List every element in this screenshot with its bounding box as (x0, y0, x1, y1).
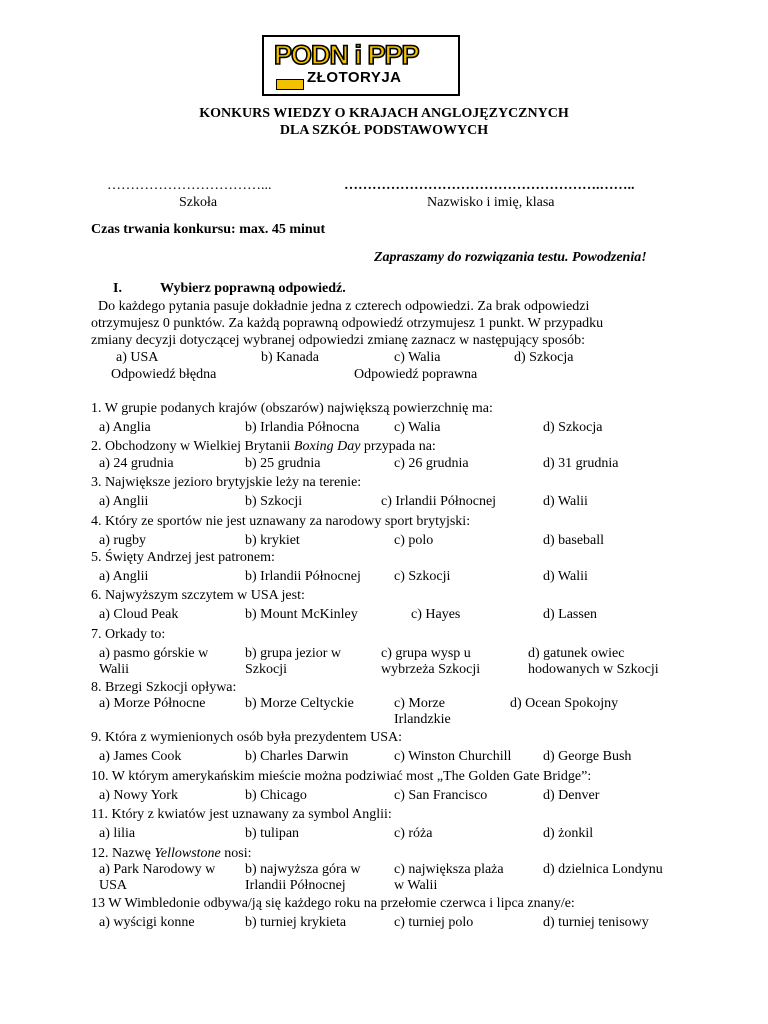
q13-option-a[interactable]: a) wyścigi konne (99, 915, 195, 930)
q10-option-a[interactable]: a) Nowy York (99, 788, 178, 803)
question-5: 5. Święty Andrzej jest patronem: (91, 550, 275, 565)
q7-option-d-line-1[interactable]: d) gatunek owiec (528, 646, 625, 661)
question-3: 3. Największe jezioro brytyjskie leży na terenie: (91, 475, 362, 490)
example-option-a: a) USA (116, 350, 159, 365)
q5-option-d[interactable]: d) Walii (543, 569, 588, 584)
q10-option-d[interactable]: d) Denver (543, 788, 600, 803)
title-line-1: KONKURS WIEDZY O KRAJACH ANGLOJĘZYCZNYCH (199, 106, 569, 121)
q1-option-a[interactable]: a) Anglia (99, 420, 151, 435)
invitation: Zapraszamy do rozwiązania testu. Powodzenia! (374, 250, 647, 265)
question-13: 13 W Wimbledonie odbywa/ją się każdego roku na przełomie czerwca i lipca znany/e: (91, 896, 575, 911)
q5-option-c[interactable]: c) Szkocji (394, 569, 451, 584)
question-1: 1. W grupie podanych krajów (obszarów) największą powierzchnię ma: (91, 401, 493, 416)
q6-option-d[interactable]: d) Lassen (543, 607, 598, 622)
q3-option-b[interactable]: b) Szkocji (245, 494, 303, 509)
q7-option-a-line-1[interactable]: a) pasmo górskie w (99, 646, 209, 661)
name-field: ……………………………………………….…….. (344, 178, 635, 193)
example-option-b: b) Kanada (261, 350, 319, 365)
q4-option-a[interactable]: a) rugby (99, 533, 147, 548)
example-option-d: d) Szkocja (514, 350, 574, 365)
q9-option-d[interactable]: d) George Bush (543, 749, 632, 764)
q7-option-c-line-2[interactable]: wybrzeża Szkocji (381, 662, 481, 677)
q7-option-b-line-1[interactable]: b) grupa jezior w (245, 646, 342, 661)
q12-option-a-line-1[interactable]: a) Park Narodowy w (99, 862, 216, 877)
question-12: 12. Nazwę Yellowstone nosi: (91, 846, 252, 861)
question-9: 9. Która z wymienionych osób była prezydentem USA: (91, 730, 403, 745)
q3-option-a[interactable]: a) Anglii (99, 494, 149, 509)
q9-option-b[interactable]: b) Charles Darwin (245, 749, 349, 764)
q12-option-d[interactable]: d) dzielnica Londynu (543, 862, 663, 877)
q12-option-c-line-2[interactable]: w Walii (394, 878, 438, 893)
q11-option-d[interactable]: d) żonkil (543, 826, 594, 841)
logo (262, 35, 460, 96)
q11-option-b[interactable]: b) tulipan (245, 826, 300, 841)
q2-option-d[interactable]: d) 31 grudnia (543, 456, 619, 471)
logo-bottom-text: ZŁOTORYJA (307, 69, 402, 86)
section-heading: Wybierz poprawną odpowiedź. (160, 281, 346, 296)
q9-option-c[interactable]: c) Winston Churchill (394, 749, 512, 764)
q11-option-c[interactable]: c) róża (394, 826, 433, 841)
q6-option-a[interactable]: a) Cloud Peak (99, 607, 179, 622)
instructions-line-2: otrzymujesz 0 punktów. Za każdą poprawną odpowiedź otrzymujesz 1 punkt. W przypadku (91, 316, 604, 331)
q5-option-a[interactable]: a) Anglii (99, 569, 149, 584)
question-7: 7. Orkady to: (91, 627, 166, 642)
q13-option-b[interactable]: b) turniej krykieta (245, 915, 347, 930)
q10-option-b[interactable]: b) Chicago (245, 788, 307, 803)
q7-option-c-line-1[interactable]: c) grupa wysp u (381, 646, 471, 661)
q4-option-b[interactable]: b) krykiet (245, 533, 300, 548)
q13-option-c[interactable]: c) turniej polo (394, 915, 474, 930)
q4-option-c[interactable]: c) polo (394, 533, 434, 548)
q11-option-a[interactable]: a) lilia (99, 826, 136, 841)
q12-option-b-line-1[interactable]: b) najwyższa góra w (245, 862, 361, 877)
instructions-line-3: zmiany decyzji dotyczącej wybranej odpowiedzi zmianę zaznacz w następujący sposób: (91, 333, 586, 348)
instructions-line-1: Do każdego pytania pasuje dokładnie jedna z czterech odpowiedzi. Za brak odpowiedzi (98, 299, 590, 314)
q7-option-a-line-2[interactable]: Walii (99, 662, 129, 677)
example-right-label: Odpowiedź poprawna (354, 367, 478, 382)
q13-option-d[interactable]: d) turniej tenisowy (543, 915, 649, 930)
q10-option-c[interactable]: c) San Francisco (394, 788, 488, 803)
q9-option-a[interactable]: a) James Cook (99, 749, 182, 764)
question-10: 10. W którym amerykańskim mieście można podziwiać most „The Golden Gate Bridge”: (91, 769, 592, 784)
q6-option-c[interactable]: c) Hayes (411, 607, 461, 622)
q7-option-b-line-2[interactable]: Szkocji (245, 662, 287, 677)
q2-option-b[interactable]: b) 25 grudnia (245, 456, 321, 471)
q2-option-a[interactable]: a) 24 grudnia (99, 456, 174, 471)
name-label: Nazwisko i imię, klasa (427, 195, 555, 210)
q8-option-d[interactable]: d) Ocean Spokojny (510, 696, 619, 711)
q12-option-c-line-1[interactable]: c) największa plaża (394, 862, 504, 877)
q3-option-c[interactable]: c) Irlandii Północnej (381, 494, 497, 509)
q8-option-b[interactable]: b) Morze Celtyckie (245, 696, 354, 711)
question-4: 4. Który ze sportów nie jest uznawany za narodowy sport brytyjski: (91, 514, 471, 529)
school-field: ……………………………... (107, 178, 272, 193)
q8-option-c-line-1[interactable]: c) Morze (394, 696, 445, 711)
q3-option-d[interactable]: d) Walii (543, 494, 588, 509)
q7-option-d-line-2[interactable]: hodowanych w Szkocji (528, 662, 659, 677)
question-6: 6. Najwyższym szczytem w USA jest: (91, 588, 305, 603)
q6-option-b[interactable]: b) Mount McKinley (245, 607, 358, 622)
example-option-c: c) Walia (394, 350, 441, 365)
question-2: 2. Obchodzony w Wielkiej Brytanii Boxing Day przypada na: (91, 439, 436, 454)
q12-option-b-line-2[interactable]: Irlandii Północnej (245, 878, 346, 893)
section-number: I. (113, 281, 122, 296)
q8-option-c-line-2[interactable]: Irlandzkie (394, 712, 451, 727)
q4-option-d[interactable]: d) baseball (543, 533, 605, 548)
q5-option-b[interactable]: b) Irlandii Północnej (245, 569, 361, 584)
logo-bar (276, 79, 304, 90)
title-line-2: DLA SZKÓŁ PODSTAWOWYCH (279, 123, 489, 138)
question-11: 11. Który z kwiatów jest uznawany za symbol Anglii: (91, 807, 392, 822)
q1-option-b[interactable]: b) Irlandia Północna (245, 420, 360, 435)
duration: Czas trwania konkursu: max. 45 minut (91, 222, 326, 237)
question-8: 8. Brzegi Szkocji opływa: (91, 680, 237, 695)
logo-top-text: PODN i PPP (274, 40, 419, 70)
q2-option-c[interactable]: c) 26 grudnia (394, 456, 469, 471)
q1-option-c[interactable]: c) Walia (394, 420, 441, 435)
q1-option-d[interactable]: d) Szkocja (543, 420, 603, 435)
example-wrong-label: Odpowiedź błędna (111, 367, 217, 382)
school-label: Szkoła (179, 195, 218, 210)
q12-option-a-line-2[interactable]: USA (99, 878, 128, 893)
q8-option-a[interactable]: a) Morze Północne (99, 696, 206, 711)
